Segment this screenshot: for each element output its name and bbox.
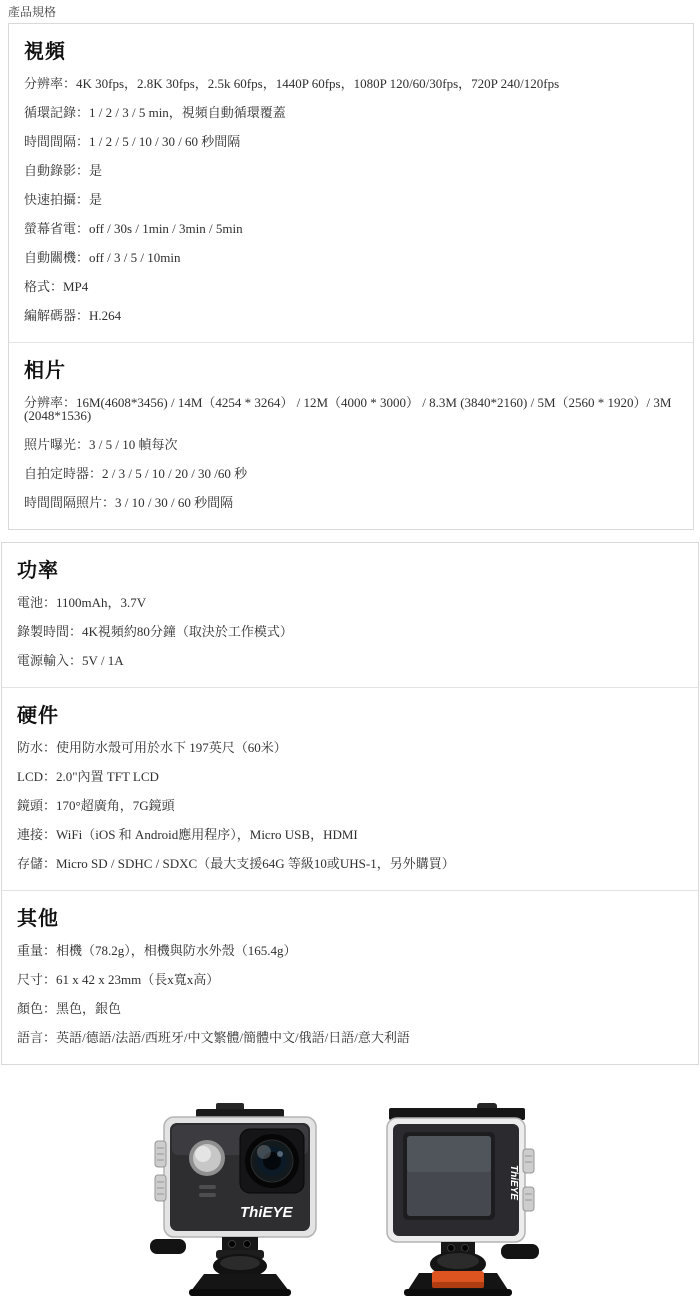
spec-panel-video-photo [8,23,694,530]
spec-line: 照片曝光：3 / 5 / 10 幀每次 [24,437,178,452]
camera-mount [404,1242,539,1296]
spec-line: 自拍定時器：2 / 3 / 5 / 10 / 20 / 30 /60 秒 [24,466,248,481]
spec-line: 螢幕省電：off / 30s / 1min / 3min / 5min [24,221,243,236]
spec-line: 電池：1100mAh，3.7V [17,595,147,610]
product-image-back [361,1103,556,1298]
spec-line: 鏡頭：170°超廣角，7G鏡頭 [17,798,175,813]
spec-line: 時間間隔照片：3 / 10 / 30 / 60 秒間隔 [24,495,234,510]
lcd-screen [403,1132,495,1220]
spec-line: 自動關機：off / 3 / 5 / 10min [24,250,181,265]
shutter-button [189,1140,225,1176]
product-images [0,1103,700,1298]
page-title: 產品規格 [8,5,57,19]
section-hardware-title: 硬件 [17,705,59,727]
spec-line: 編解碼器：H.264 [24,308,122,323]
spec-line: 語言：英語/德語/法語/西班牙/中文繁體/簡體中文/俄語/日語/意大利語 [17,1030,410,1045]
spec-line: 尺寸：61 x 42 x 23mm（長x寬x高） [17,972,220,987]
section-power [2,543,698,687]
spec-line: 重量：相機（78.2g），相機與防水外殼（165.4g） [17,943,297,958]
spec-line: 連接：WiFi（iOS 和 Android應用程序），Micro USB，HDMI [17,827,358,842]
spec-line: 格式：MP4 [24,279,89,294]
spec-line: 錄製時間：4K視頻約80分鐘（取決於工作模式） [17,624,293,639]
spec-line: 電源輸入：5V / 1A [17,653,124,668]
section-hardware [2,687,698,890]
product-image-front [144,1103,339,1298]
section-photo [9,342,693,529]
brand-logo-front: ThiEYE [240,1204,293,1221]
spec-line: 分辨率：4K 30fps，2.8K 30fps，2.5k 60fps，1440P 60fps，1080P 120/60/30fps，720P 240/120fps [24,76,560,91]
brand-logo-back: ThiEYE [508,1165,519,1201]
section-other [2,890,698,1064]
section-other-title: 其他 [17,908,59,930]
spec-line: LCD：2.0"內置 TFT LCD [17,769,159,784]
section-video [9,24,693,342]
spec-line: 循環記錄：1 / 2 / 3 / 5 min，視頻自動循環覆蓋 [24,105,286,120]
camera-mount [150,1237,291,1296]
spec-line: 顏色：黑色，銀色 [17,1001,122,1016]
spec-line: 分辨率：16M(4608*3456) / 14M（4254 * 3264） / 12M（4000 * 3000） / 8.3M (3840*2160) / 5M（2560 * 1920）/ 3M (2048*1536) [24,395,672,423]
section-photo-title: 相片 [24,360,66,382]
spec-line: 自動錄影：是 [24,163,103,178]
spec-line: 時間間隔：1 / 2 / 5 / 10 / 30 / 60 秒間隔 [24,134,241,149]
camera-lens [240,1129,304,1193]
spec-line: 防水：使用防水殼可用於水下 197英尺（60米） [17,740,287,755]
spec-line: 存儲：Micro SD / SDHC / SDXC（最大支援64G 等級10或UHS-1，另外購買） [17,856,455,871]
section-power-title: 功率 [17,560,59,582]
spec-panel-power-hardware-other [1,542,699,1065]
spec-line: 快速拍攝：是 [24,192,103,207]
section-video-title: 視頻 [24,41,66,63]
